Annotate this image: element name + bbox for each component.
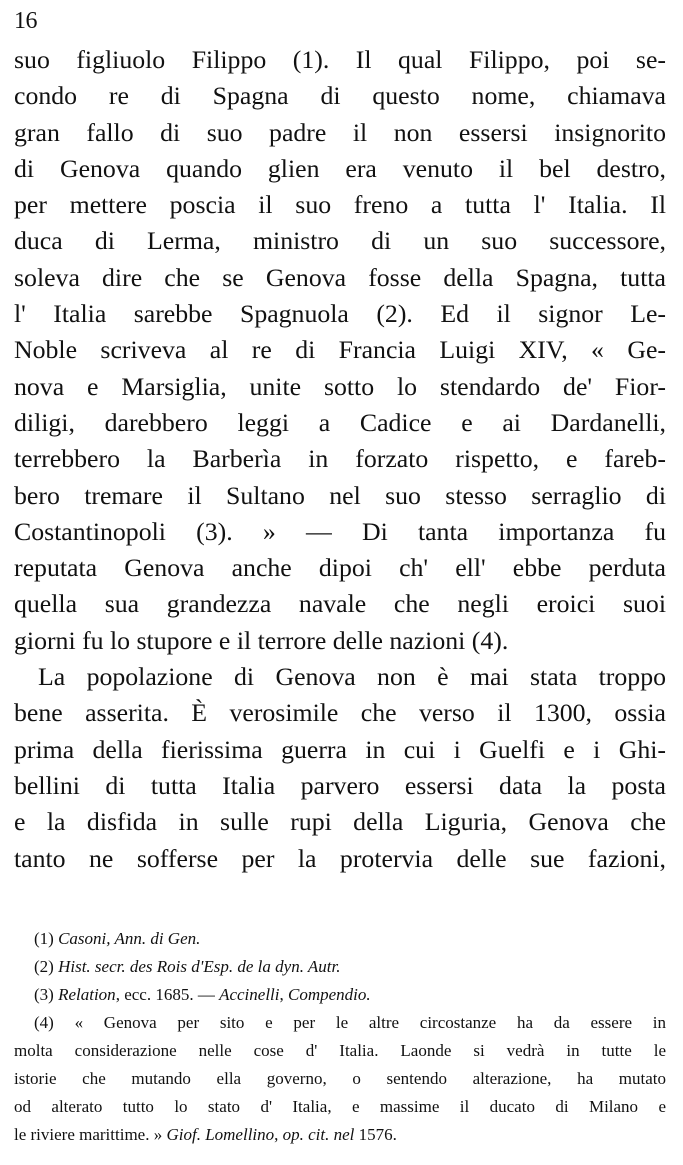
text-line: suo figliuolo Filippo (1). Il qual Filippo, poi se- bbox=[14, 45, 666, 74]
footnote-4-line: od alterato tutto lo stato d' Italia, e massime il ducato di Milano e bbox=[14, 1097, 666, 1116]
text-line: tanto ne sofferse per la protervia delle sue fazioni, bbox=[14, 843, 666, 873]
footnote-text: op. cit. nel bbox=[282, 1125, 355, 1144]
text-line: nova e Marsiglia, unite sotto lo stendardo de' Fior- bbox=[14, 371, 666, 401]
footnote-text: Relation bbox=[58, 985, 116, 1004]
footnote-text: , ecc. 1685. — bbox=[115, 985, 220, 1004]
footnote-author: Giof. Lomellino bbox=[166, 1125, 275, 1144]
text-line: duca di Lerma, ministro di un suo successore, bbox=[14, 226, 666, 256]
text-line: bene asserita. È verosimile che verso il 1300, ossia bbox=[14, 698, 666, 728]
text-line: condo re di Spagna di questo nome, chiamava bbox=[14, 81, 666, 111]
footnote-text: 1576. bbox=[354, 1125, 397, 1144]
text-line: terrebbero la Barberìa in forzato rispetto, e fareb- bbox=[14, 444, 666, 474]
footnote-text: , bbox=[274, 1125, 283, 1144]
text-line: gran fallo di suo padre il non essersi insignorito bbox=[14, 117, 666, 147]
footnote-text: Accinelli bbox=[219, 985, 280, 1004]
footnote-3 bbox=[14, 981, 666, 1009]
footnote-mark: (1) bbox=[34, 929, 54, 948]
footnote-text: « Genova per sito e per le altre circostanze ha da essere in bbox=[74, 1013, 666, 1032]
text-line: quella sua grandezza navale che negli eroici suoi bbox=[14, 589, 666, 619]
footnote-text: Hist. secr. des Rois d'Esp. de la dyn. Autr. bbox=[58, 957, 341, 976]
footnote-mark: (3) bbox=[34, 985, 54, 1004]
footnote-text: Casoni, Ann. di Gen. bbox=[58, 929, 201, 948]
text-line: e la disfida in sulle rupi della Liguria, Genova che bbox=[14, 807, 666, 837]
text-line: diligi, darebbero leggi a Cadice e ai Dardanelli, bbox=[14, 407, 666, 437]
text-line: reputata Genova anche dipoi ch' ell' ebbe perduta bbox=[14, 553, 666, 583]
text-line: bellini di tutta Italia parvero essersi data la posta bbox=[14, 770, 666, 800]
text-line: giorni fu lo stupore e il terrore delle nazioni (4). bbox=[14, 625, 509, 655]
footnote-mark: (2) bbox=[34, 957, 54, 976]
footnote-4-line bbox=[14, 1009, 666, 1037]
text-line: per mettere poscia il suo freno a tutta l' Italia. Il bbox=[14, 190, 666, 220]
page-number: 16 bbox=[14, 8, 37, 34]
text-line: di Genova quando glien era venuto il bel destro, bbox=[14, 153, 666, 183]
footnote-1 bbox=[14, 925, 666, 953]
footnote-text: Compendio. bbox=[288, 985, 371, 1004]
text-line: prima della fierissima guerra in cui i Guelfi e i Ghi- bbox=[14, 734, 666, 764]
footnote-4-line: istorie che mutando ella governo, o sentendo alterazione, ha mutato bbox=[14, 1069, 666, 1088]
body-text bbox=[14, 42, 666, 877]
text-line: soleva dire che se Genova fosse della Spagna, tutta bbox=[14, 262, 666, 292]
footnote-text: le riviere marittime. » bbox=[14, 1125, 167, 1144]
footnote-4-line: molta considerazione nelle cose d' Italia. Laonde si vedrà in tutte le bbox=[14, 1041, 666, 1060]
footnote-mark: (4) bbox=[34, 1013, 54, 1032]
text-line: bero tremare il Sultano nel suo stesso serraglio di bbox=[14, 480, 666, 510]
text-line: l' Italia sarebbe Spagnuola (2). Ed il signor Le- bbox=[14, 299, 666, 329]
footnote-4-line bbox=[14, 1121, 666, 1149]
footnote-2 bbox=[14, 953, 666, 981]
footnotes bbox=[14, 925, 666, 1149]
text-line: Noble scriveva al re di Francia Luigi XIV, « Ge- bbox=[14, 335, 666, 365]
footnote-text: , bbox=[279, 985, 288, 1004]
text-line: La popolazione di Genova non è mai stata troppo bbox=[38, 662, 666, 692]
text-line: Costantinopoli (3). » — Di tanta importanza fu bbox=[14, 516, 666, 546]
